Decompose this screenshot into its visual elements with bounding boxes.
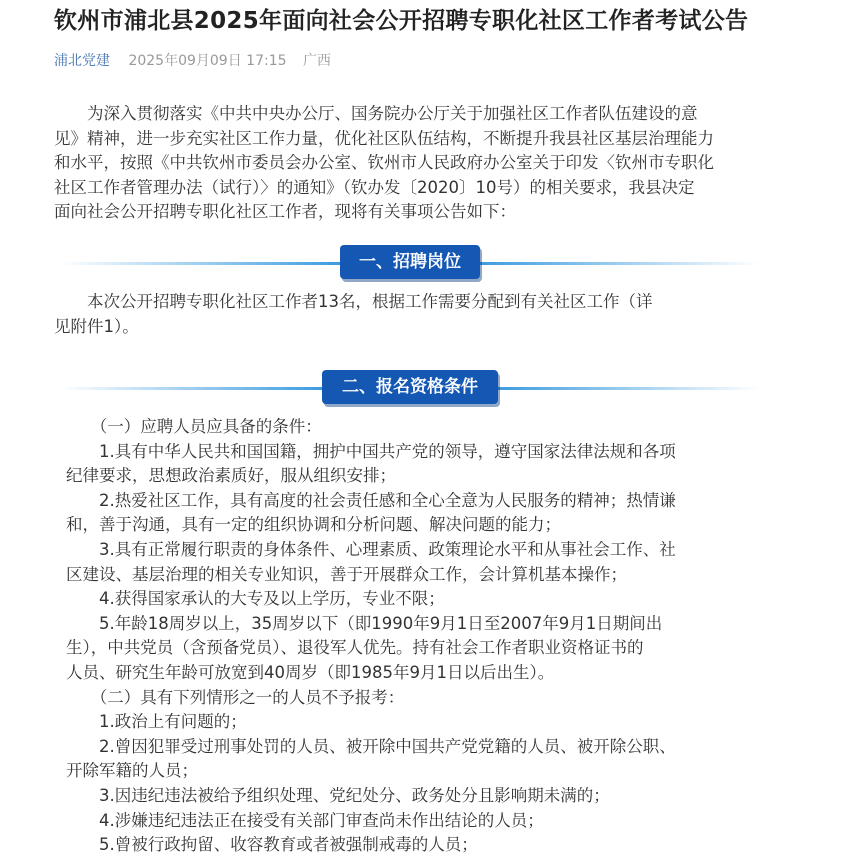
divider-right [498,387,760,390]
section2-line: 3.因违纪违法被给予组织处理、党纪处分、政务处分且影响期未满的； [66,785,610,805]
section2-line: 4.涉嫌违纪违法正在接受有关部门审查尚未作出结论的人员； [66,810,544,830]
section1-line: 本次公开招聘专职化社区工作者13名，根据工作需要分配到有关社区工作（详 [54,292,653,311]
intro-line: 和水平，按照《中共钦州市委员会办公室、钦州市人民政府办公室关于印发〈钦州市专职化 [54,153,714,173]
section2-line: 2.曾因犯罪受过刑事处罚的人员、被开除中国共产党党籍的人员、被开除公职、 [66,736,676,756]
section2-line: 人员、研究生年龄可放宽到40周岁（即1985年9月1日以后出生）。 [66,662,555,682]
intro-line: 面向社会公开招聘专职化社区工作者，现将有关事项公告如下： [54,202,516,222]
section2-line: 区建设、基层治理的相关专业知识，善于开展群众工作，会计算机基本操作； [66,564,627,584]
section2-line: 1.政治上有问题的； [66,712,247,732]
section2-line: 1.具有中华人民共和国国籍，拥护中国共产党的领导，遵守国家法律法规和各项 [66,441,676,461]
section2-line: （一）应聘人员应具备的条件： [66,417,322,436]
section2-line: （二）具有下列情形之一的人员不予报考： [66,687,405,707]
section2-line: 4.获得国家承认的大专及以上学历，专业不限； [66,589,445,609]
section2-body [66,415,766,858]
divider-right [480,262,760,265]
intro-line: 见》精神，进一步充实社区工作力量，优化社区队伍结构，不断提升我县社区基层治理能力 [54,128,714,148]
article-title: 钦州市浦北县2025年面向社会公开招聘专职化社区工作者考试公告 [54,8,749,34]
intro-line: 为深入贯彻落实《中共中央办公厅、国务院办公厅关于加强社区工作者队伍建设的意 [54,104,698,123]
section2-line: 和，善于沟通，具有一定的组织协调和分析问题、解决问题的能力； [66,515,561,535]
section2-line: 2.热爱社区工作，具有高度的社会责任感和全心全意为人民服务的精神；热情谦 [66,490,676,510]
divider-left [60,262,340,265]
section-heading-2 [60,368,760,408]
publish-date: 2025年09月09日 17:15 [128,53,287,69]
region: 广西 [302,53,331,69]
source-link[interactable]: 浦北党建 [54,53,110,69]
section1-paragraph [54,290,774,339]
article-meta [54,50,331,70]
section2-line: 5.曾被行政拘留、收容教育或者被强制戒毒的人员； [66,835,478,855]
section2-line: 生），中共党员（含预备党员）、退役军人优先。持有社会工作者职业资格证书的 [66,638,644,658]
section-heading-label: 二、报名资格条件 [322,370,498,404]
section2-line: 纪律要求，思想政治素质好，服从组织安排； [66,466,396,486]
divider-left [60,387,322,390]
section2-line: 开除军籍的人员； [66,761,198,781]
intro-paragraph [54,102,774,225]
section-heading-1 [60,243,760,283]
section1-line: 见附件1）。 [54,316,139,336]
section2-line: 5.年龄18周岁以上，35周岁以下（即1990年9月1日至2007年9月1日期间出 [66,613,663,633]
intro-line: 社区工作者管理办法（试行）〉的通知》（钦办发〔2020〕10号）的相关要求，我县决定 [54,177,695,197]
section2-line: 3.具有正常履行职责的身体条件、心理素质、政策理论水平和从事社会工作、社 [66,539,676,559]
section-heading-label: 一、招聘岗位 [340,245,480,279]
